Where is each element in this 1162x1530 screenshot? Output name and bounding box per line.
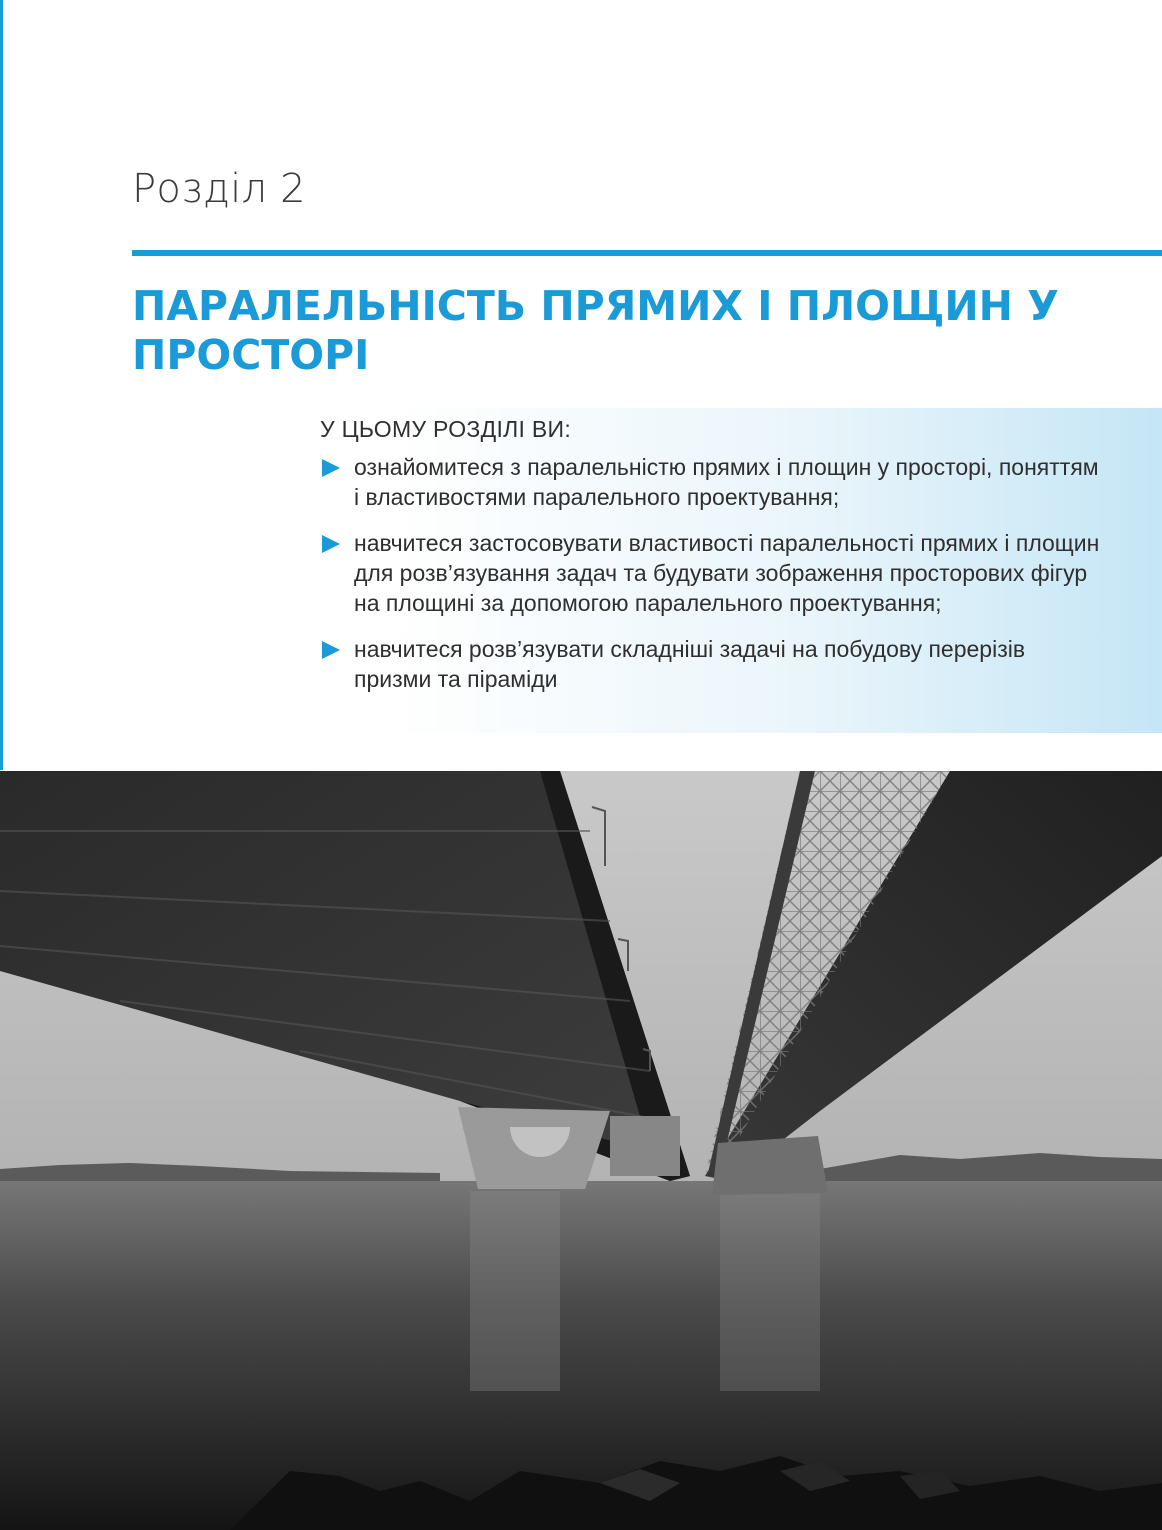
bridges-photo [0,771,1162,1530]
goal-item [320,528,1100,618]
triangle-right-icon [322,641,340,659]
chapter-label: Розділ 2 [132,166,306,212]
goals-heading: У ЦЬОМУ РОЗДІЛІ ВИ: [320,416,572,442]
goal-text: навчитеся розв’язувати складніші задачі на побудову перерізів призми та піраміди [354,636,1026,692]
left-accent-rule [0,0,3,770]
goal-text: ознайомитеся з паралельністю прямих і площин у просторі, поняттям і властивостями паралельного проектування; [354,454,1099,510]
triangle-right-icon [322,459,340,477]
triangle-right-icon [322,535,340,553]
title-divider [132,250,1162,256]
goal-item [320,452,1100,512]
goals-list [320,452,1100,710]
chapter-title: ПАРАЛЕЛЬНІСТЬ ПРЯМИХ І ПЛОЩИН У ПРОСТОРІ [132,282,1059,379]
goal-text: навчитеся застосовувати властивості паралельності прямих і площин для розв’язування задач та будувати зображення просторових фігур на площині за допомогою паралельного проектування; [354,530,1100,616]
river-water [0,1181,1162,1530]
goal-item [320,634,1100,694]
right-bridge-pier [712,1136,828,1195]
